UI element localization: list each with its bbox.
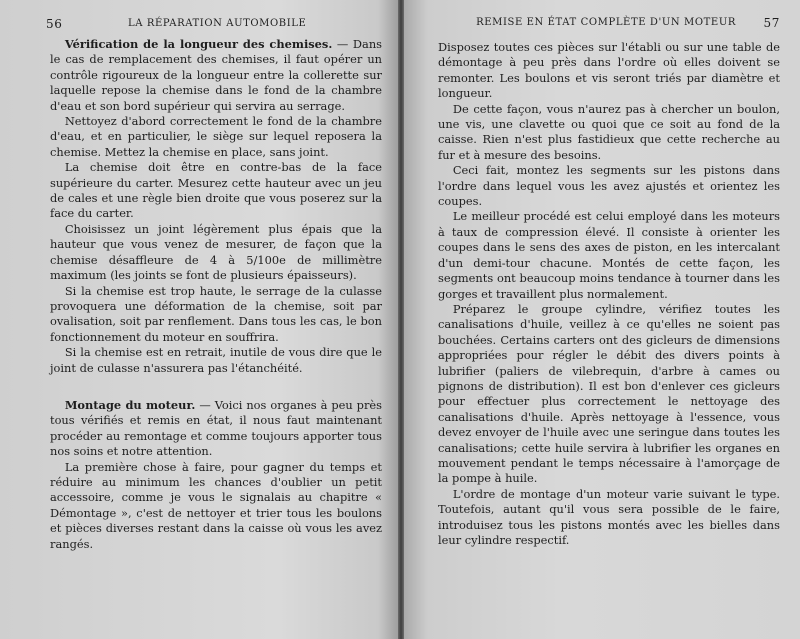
section-2-paragraph-2: La première chose à faire, pour gagner du temps et réduire au minimum les chances d'oublier un petit accessoire, comme je vous le signalais au chapitre « Démontage », c'est de nettoyer et trier tous les boulons et pièces diverses restant dans la caisse où vous les avez rangés. [50, 459, 382, 551]
right-paragraph-3: Ceci fait, montez les segments sur les pistons dans l'ordre dans lequel vous les avez ajustés et orientez les coupes. [438, 163, 780, 209]
section-1-paragraph-6: Si la chemise est en retrait, inutile de vous dire que le joint de culasse n'assurera pas l'étanchéité. [50, 345, 382, 375]
section-2-paragraph-1 [50, 398, 382, 460]
section-1-paragraph-2: Nettoyez d'abord correctement le fond de la chambre d'eau, et en particulier, le siège sur lequel reposera la chemise. Mettez la chemise en place, sans joint. [50, 114, 382, 159]
left-running-head [46, 17, 382, 35]
right-paragraph-1: Disposez toutes ces pièces sur l'établi ou sur une table de démontage à peu près dans l'ordre où elles doivent se remonter. Les boulons et vis seront triés par diamètre et longueur. [438, 40, 780, 101]
right-paragraph-4: Le meilleur procédé est celui employé dans les moteurs à taux de compression élevé. Il consiste à orienter les coupes dans le sens des axes de piston, en les intercalant d'un demi-tour chacune. Montés de cette façon, les segments ont beaucoup moins tendance à tourner dans les gorges et travaillent plus normalement. [438, 209, 780, 301]
right-paragraph-6: L'ordre de montage d'un moteur varie suivant le type. Toutefois, autant qu'il vous sera possible de le faire, introduisez tous les pistons montés avec les bielles dans leur cylindre respectif. [438, 486, 780, 547]
section-2-heading: Montage du moteur. [64, 397, 196, 412]
left-page [0, 0, 398, 639]
left-running-title: LA RÉPARATION AUTOMOBILE [128, 18, 307, 29]
right-page [404, 0, 800, 639]
left-page-number: 56 [46, 17, 63, 31]
right-running-title: REMISE EN ÉTAT COMPLÈTE D'UN MOTEUR [476, 17, 736, 28]
right-paragraph-5: Préparez le groupe cylindre, vérifiez toutes les canalisations d'huile, veillez à ce qu'elles ne soient pas bouchées. Certains carters ont des gicleurs de dimensions appropriées pour régler le débit des divers points à lubrifier (paliers de vilebrequin, d'arbre à cames ou pignons de distribution). Il est bon d'enlever ces gicleurs pour effectuer plus correctement le nettoyage des canalisations d'huile. Après nettoyage à l'essence, vous devez envoyer de l'huile avec une seringue dans toutes les canalisations; cette huile servira à lubrifier les organes en mouvement pendant le temps nécessaire à l'amorçage de la pompe à huile. [438, 301, 780, 486]
section-spacer [50, 376, 382, 396]
right-paragraph-2: De cette façon, vous n'aurez pas à chercher un boulon, une vis, une clavette ou quoi que ce soit au fond de la caisse. Rien n'est plus fastidieux que cette recherche au fur et à mesure des besoins. [438, 101, 780, 162]
section-1-heading: Vérification de la longueur des chemises. [64, 37, 333, 51]
right-running-head [438, 16, 780, 34]
section-2-text-1: — Voici nos organes à peu près tous vérifiés et remis en état, il nous faut maintenant procéder au remontage et comme toujours apporter tous nos soins et notre attention. [50, 397, 383, 459]
right-page-number: 57 [763, 16, 780, 30]
section-1-text-1: — Dans le cas de remplacement des chemises, il faut opérer un contrôle rigoureux de la longueur entre la collerette sur laquelle repose la chemise dans le fond de la chambre d'eau et son bord supérieur qui servira au serrage. [50, 37, 383, 113]
section-1-paragraph-3: La chemise doit être en contre-bas de la face supérieure du carter. Mesurez cette hauteur avec un jeu de cales et une règle bien droite que vous poserez sur la face du carter. [50, 160, 382, 221]
section-1-paragraph-4: Choisissez un joint légèrement plus épais que la hauteur que vous venez de mesurer, de façon que la chemise désaffleure de 4 à 5/100e de millimètre maximum (les joints se font de plusieurs épaisseurs). [50, 221, 382, 283]
section-1-paragraph-1 [50, 37, 382, 114]
section-1-paragraph-5: Si la chemise est trop haute, le serrage de la culasse provoquera une déformation de la chemise, soit par ovalisation, soit par renflement. Dans tous les cas, le bon fonctionnement du moteur en souffrira. [50, 283, 382, 344]
